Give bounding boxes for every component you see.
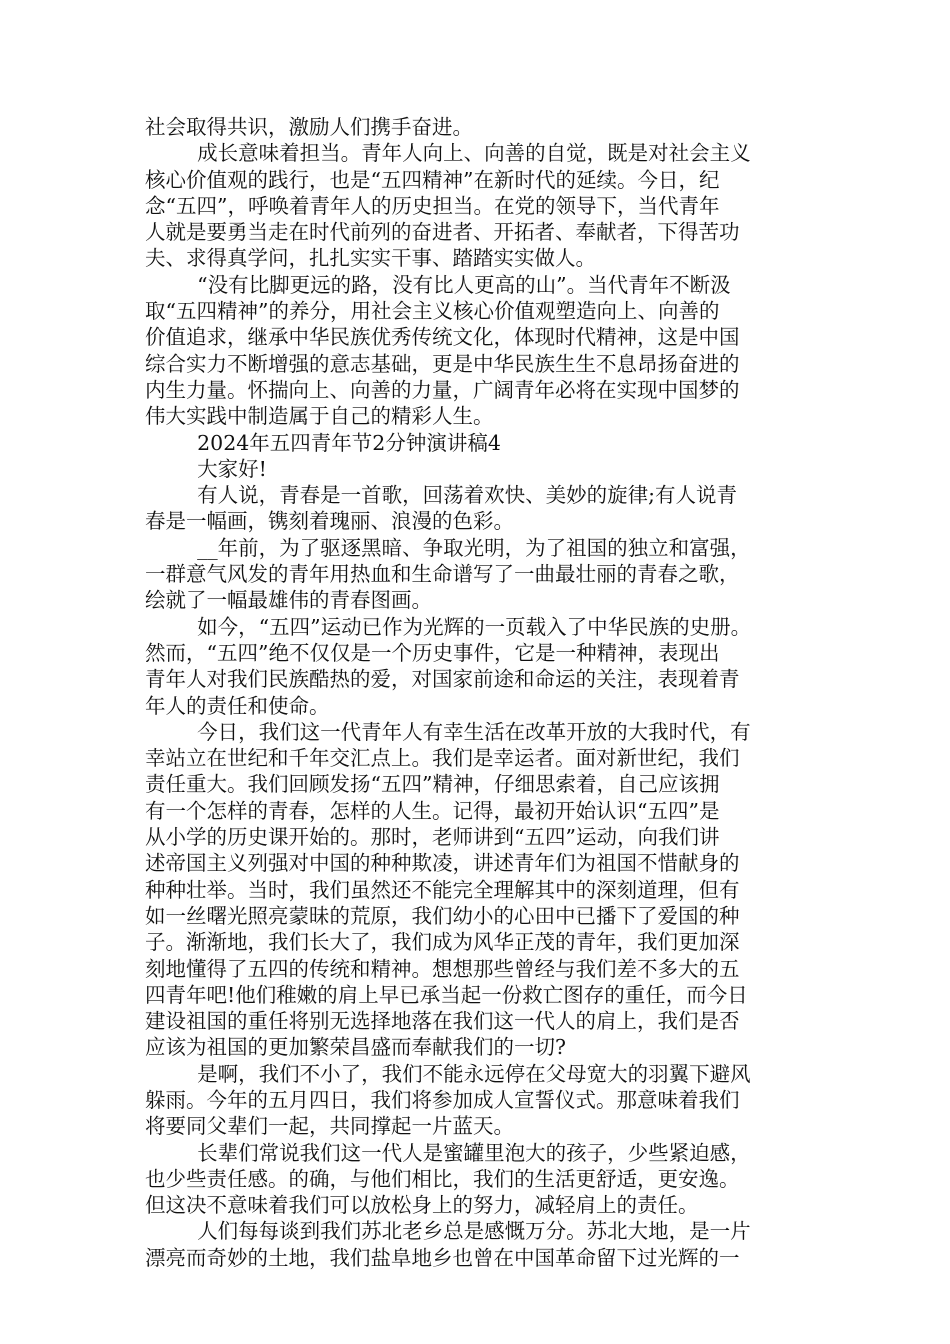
text-line: “没有比脚更远的路，没有比人更高的山”。当代青年不断汲 <box>145 272 731 297</box>
text-line: 如一丝曙光照亮蒙昧的荒原，我们幼小的心田中已播下了爱国的种 <box>145 903 740 928</box>
text-line: 有人说，青春是一首歌，回荡着欢快、美妙的旋律;有人说青 <box>145 483 738 508</box>
text-line: 但这决不意味着我们可以放松身上的努力，减轻肩上的责任。 <box>145 1193 699 1218</box>
text-line: 述帝国主义列强对中国的种种欺凌，讲述青年们为祖国不惜献身的 <box>145 851 740 876</box>
document-body <box>145 114 815 1271</box>
text-line: 子。渐渐地，我们长大了，我们成为风华正茂的青年，我们更加深 <box>145 930 740 955</box>
text-line: 种种壮举。当时，我们虽然还不能完全理解其中的深刻道理，但有 <box>145 877 740 902</box>
text-line: 然而，“五四”绝不仅仅是一个历史事件，它是一种精神，表现出 <box>145 640 720 665</box>
text-line: 春是一幅画，镌刻着瑰丽、浪漫的色彩。 <box>145 509 514 534</box>
text-line: 绘就了一幅最雄伟的青春图画。 <box>145 588 432 613</box>
text-line: 价值追求，继承中华民族优秀传统文化，体现时代精神，这是中国 <box>145 325 740 350</box>
text-line: 幸站立在世纪和千年交汇点上。我们是幸运者。面对新世纪，我们 <box>145 746 740 771</box>
text-line: 取“五四精神”的养分，用社会主义核心价值观塑造向上、向善的 <box>145 299 720 324</box>
text-line: 是啊，我们不小了，我们不能永远停在父母宽大的羽翼下避风 <box>145 1061 751 1086</box>
text-line: 内生力量。怀揣向上、向善的力量，广阔青年必将在实现中国梦的 <box>145 377 740 402</box>
text-line: 漂亮而奇妙的土地，我们盐阜地乡也曾在中国革命留下过光辉的一 <box>145 1245 740 1270</box>
text-line: 刻地懂得了五四的传统和精神。想想那些曾经与我们差不多大的五 <box>145 956 740 981</box>
text-line: 将要同父辈们一起，共同撑起一片蓝天。 <box>145 1114 514 1139</box>
text-line: 也少些责任感。的确，与他们相比，我们的生活更舒适，更安逸。 <box>145 1166 740 1191</box>
text-line: 年人的责任和使命。 <box>145 693 330 718</box>
text-line: 应该为祖国的更加繁荣昌盛而奉献我们的一切? <box>145 1035 566 1060</box>
text-line: 人就是要勇当走在时代前列的奋进者、开拓者、奉献者，下得苦功 <box>145 220 740 245</box>
text-line: 2024年五四青年节2分钟演讲稿4 <box>145 430 501 455</box>
text-line: 责任重大。我们回顾发扬“五四”精神，仔细思索着，自己应该拥 <box>145 772 720 797</box>
text-line: 今日，我们这一代青年人有幸生活在改革开放的大我时代，有 <box>145 719 751 744</box>
text-line: 长辈们常说我们这一代人是蜜罐里泡大的孩子，少些紧迫感， <box>145 1140 751 1165</box>
text-line: __年前，为了驱逐黑暗、争取光明，为了祖国的独立和富强， <box>145 535 751 560</box>
text-line: 有一个怎样的青春，怎样的人生。记得，最初开始认识“五四”是 <box>145 798 720 823</box>
text-line: 大家好! <box>145 456 267 481</box>
text-line: 如今，“五四”运动已作为光辉的一页载入了中华民族的史册。 <box>145 614 752 639</box>
text-line: 人们每每谈到我们苏北老乡总是感慨万分。苏北大地，是一片 <box>145 1219 751 1244</box>
text-line: 一群意气风发的青年用热血和生命谱写了一曲最壮丽的青春之歌， <box>145 562 740 587</box>
text-line: 夫、求得真学问，扎扎实实干事、踏踏实实做人。 <box>145 246 596 271</box>
text-line: 社会取得共识，激励人们携手奋进。 <box>145 115 473 139</box>
text-line: 念“五四”，呼唤着青年人的历史担当。在党的领导下，当代青年 <box>145 193 720 218</box>
text-line: 青年人对我们民族酷热的爱，对国家前途和命运的关注，表现着青 <box>145 667 740 692</box>
text-line: 伟大实践中制造属于自己的精彩人生。 <box>145 404 494 429</box>
text-line: 四青年吧!他们稚嫩的肩上早已承当起一份救亡图存的重任，而今日 <box>145 982 748 1007</box>
text-line: 建设祖国的重任将别无选择地落在我们这一代人的肩上，我们是否 <box>145 1009 740 1034</box>
text-line: 核心价值观的践行，也是“五四精神”在新时代的延续。今日，纪 <box>145 167 720 192</box>
text-line: 综合实力不断增强的意志基础，更是中华民族生生不息昂扬奋进的 <box>145 351 740 376</box>
text-line: 躲雨。今年的五月四日，我们将参加成人宣誓仪式。那意味着我们 <box>145 1087 740 1112</box>
text-line: 从小学的历史课开始的。那时，老师讲到“五四”运动，向我们讲 <box>145 825 720 850</box>
text-line: 成长意味着担当。青年人向上、向善的自觉，既是对社会主义 <box>145 141 751 166</box>
